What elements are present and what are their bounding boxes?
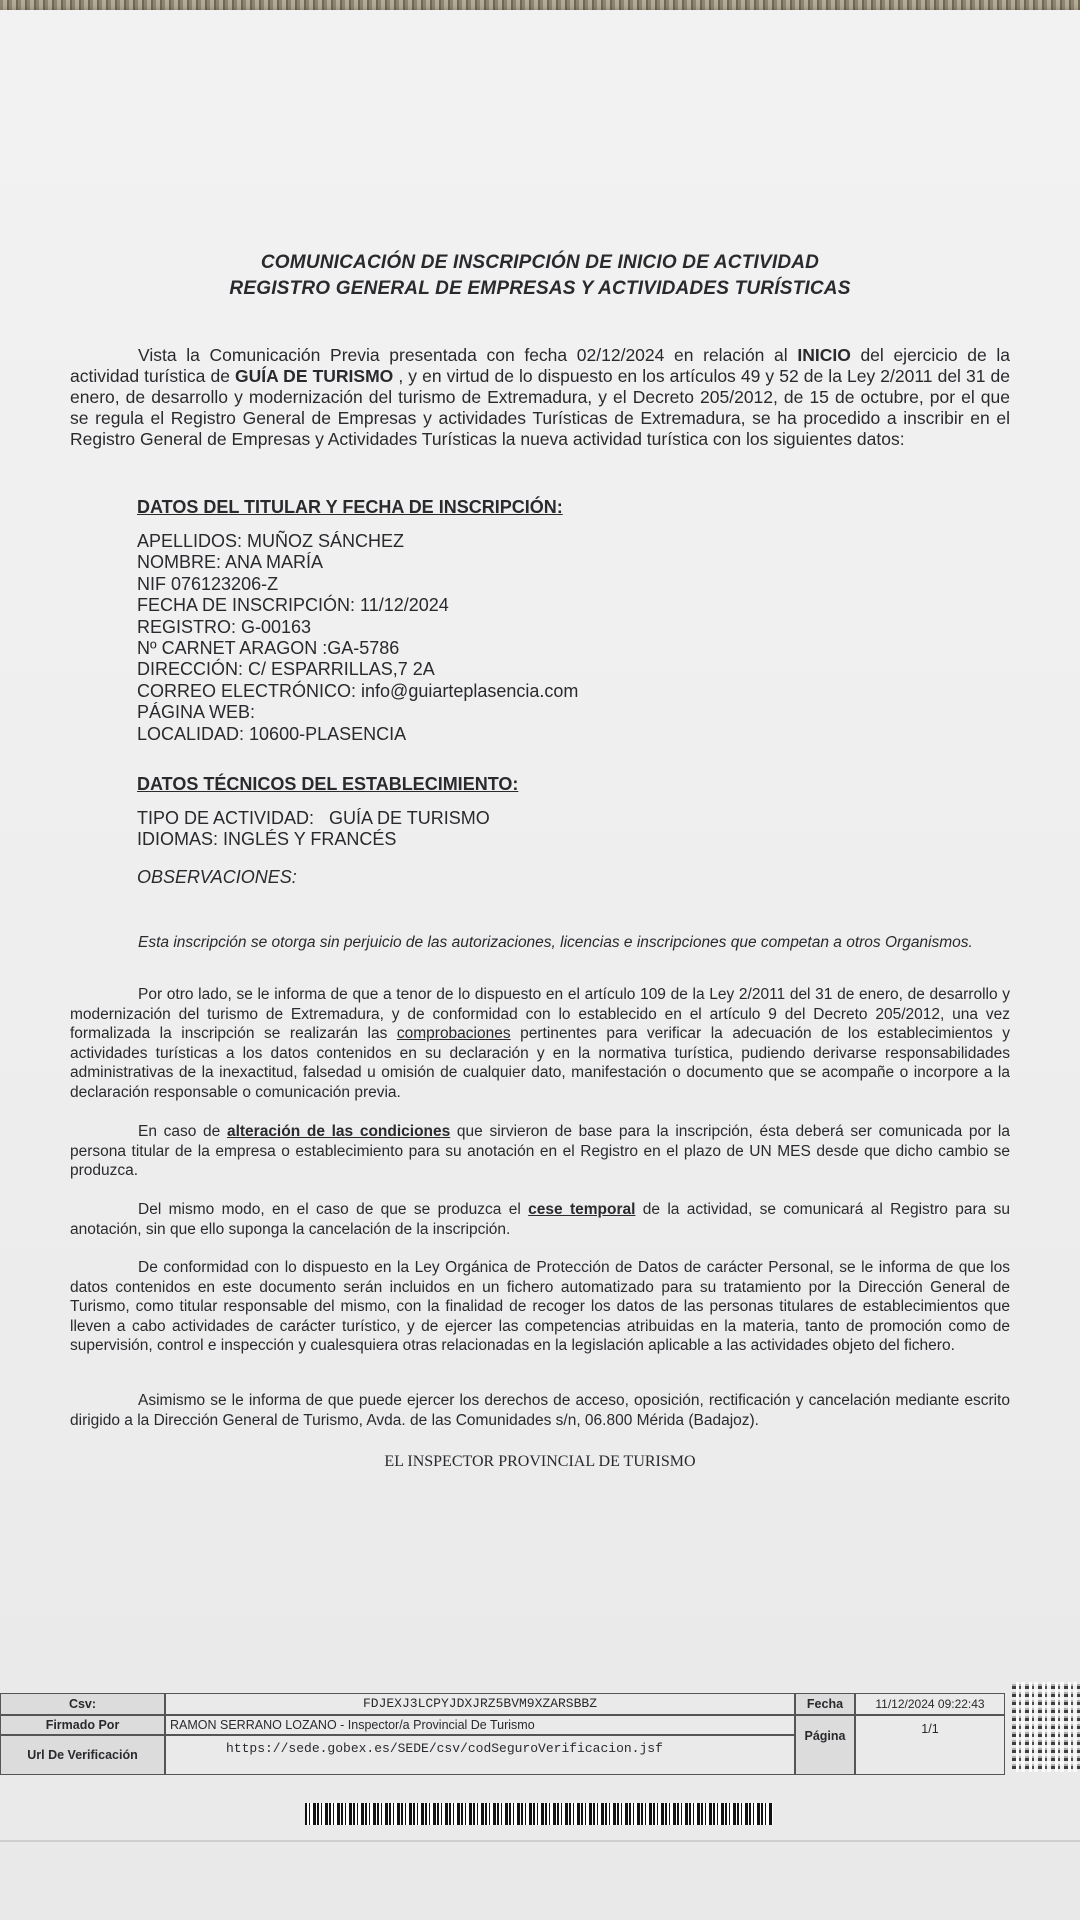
csv-label: Csv:	[0, 1693, 165, 1715]
observaciones-label: OBSERVACIONES:	[137, 867, 297, 887]
paragraph-perjuicio: Esta inscripción se otorga sin perjuicio de las autorizaciones, licencias e inscripciones que competan a otros Organismos.	[138, 934, 973, 951]
firmado-label: Firmado Por	[0, 1715, 165, 1735]
url-label: Url De Verificación	[0, 1735, 165, 1775]
paragraph-derechos: Asimismo se le informa de que puede ejercer los derechos de acceso, oposición, rectificación y cancelación mediante escrito dirigido a la Dirección General de Turismo, Avda. de las Comunidades s/n, 06.800 Mérida (Badajoz).	[70, 1392, 1010, 1429]
paragraph-proteccion-datos: De conformidad con lo dispuesto en la Ley Orgánica de Protección de Datos de carácter Personal, se le informa de que los datos contenidos en este documento serán incluidos en un fichero automatizado para su tratamiento por la Dirección General de Turismo, como titular responsable del mismo, con la finalidad de recoger los datos de las personas titulares de establecimientos que lleven a cabo actividades de carácter turístico, y de ejercer las competencias atribuidas en la materia, tanto de promoción como de supervisión, control e inspección y cualesquiera otras relacionadas en la legislación aplicable a las actividades objeto del fichero.	[70, 1259, 1010, 1354]
intro-paragraph: Vista la Comunicación Previa presentada con fecha 02/12/2024 en relación al INICIO del ejercicio de la actividad turística de GUÍA DE TURISMO , y en virtud de lo dispuesto en los artículos 49 y 52 de la Ley 2/2011 del 31 de enero, de desarrollo y modernización del turismo de Extremadura, y el Decreto 205/2012, de 15 de octubre, por el que se regula el Registro General de Empresas y actividades Turísticas de Extremadura, se ha procedido a inscribir en el Registro General de Empresas y Actividades Turísticas la nueva actividad turística con los siguientes datos:	[70, 345, 1011, 449]
field-nombre: NOMBRE: ANA MARÍA	[137, 552, 324, 573]
pagina-label: Página	[795, 1715, 855, 1775]
signer-line: EL INSPECTOR PROVINCIAL DE TURISMO	[384, 1453, 696, 1470]
field-pagina-web: PÁGINA WEB:	[137, 702, 256, 723]
field-nif: NIF 076123206-Z	[137, 573, 279, 594]
field-tipo-actividad: TIPO DE ACTIVIDAD: GUÍA DE TURISMO	[137, 808, 490, 828]
firmado-value: RAMON SERRANO LOZANO - Inspector/a Provincial De Turismo	[165, 1715, 795, 1735]
document-title-line2: REGISTRO GENERAL DE EMPRESAS Y ACTIVIDADES TURÍSTICAS	[229, 278, 851, 299]
field-fecha-inscripcion: FECHA DE INSCRIPCIÓN: 11/12/2024	[137, 595, 449, 616]
field-idiomas: IDIOMAS: INGLÉS Y FRANCÉS	[137, 829, 397, 850]
fecha-label: Fecha	[795, 1693, 855, 1715]
page-fold-line	[0, 1840, 1080, 1842]
paragraph-comprobaciones: Por otro lado, se le informa de que a tenor de lo dispuesto en el artículo 109 de la Ley 2/2011 del 31 de enero, de desarrollo y modernización del turismo de Extremadura, y de conformidad con lo establecido en el artículo 9 del Decreto 205/2012, una vez formalizada la inscripción se realizarán las comprobaciones pertinentes para verificar la adecuación de los establecimientos y actividades turísticas a los datos contenidos en su declaración y en la normativa turística, pudiendo derivarse responsabilidades administrativas de la inexactitud, falsedad u omisión de cualquier dato, manifestación o documento que se acompañe o incorpore a la declaración responsable o comunicación previa.	[70, 986, 1010, 1101]
field-direccion: DIRECCIÓN: C/ ESPARRILLAS,7 2A	[137, 659, 435, 680]
csv-value: FDJEXJ3LCPYJDXJRZ5BVM9XZARSBBZ	[165, 1693, 795, 1715]
field-localidad: LOCALIDAD: 10600-PLASENCIA	[137, 723, 407, 744]
titular-fields	[137, 531, 578, 745]
field-carnet: Nº CARNET ARAGON :GA-5786	[137, 638, 400, 659]
document-page	[0, 10, 1080, 1920]
barcode-image	[305, 1803, 773, 1825]
qr-code-image	[1012, 1682, 1080, 1772]
paragraph-cese: Del mismo modo, en el caso de que se produzca el cese temporal de la actividad, se comunicará al Registro para su anotación, sin que ello suponga la cancelación de la inscripción.	[70, 1201, 1010, 1238]
document-title-line1: COMUNICACIÓN DE INSCRIPCIÓN DE INICIO DE ACTIVIDAD	[260, 252, 820, 273]
fecha-value: 11/12/2024 09:22:43	[855, 1693, 1005, 1715]
url-value: https://sede.gobex.es/SEDE/csv/codSeguroVerificacion.jsf	[165, 1735, 795, 1775]
verification-table	[0, 1693, 1080, 1775]
tecnicos-fields	[137, 808, 490, 851]
section-heading-titular: DATOS DEL TITULAR Y FECHA DE INSCRIPCIÓN:	[137, 497, 563, 517]
pagina-value: 1/1	[855, 1715, 1005, 1775]
field-apellidos: APELLIDOS: MUÑOZ SÁNCHEZ	[137, 531, 405, 551]
field-correo: CORREO ELECTRÓNICO: info@guiarteplasencia.com	[137, 680, 579, 701]
section-heading-tecnicos: DATOS TÉCNICOS DEL ESTABLECIMIENTO:	[137, 774, 519, 794]
paragraph-alteracion: En caso de alteración de las condiciones que sirvieron de base para la inscripción, ésta deberá ser comunicada por la persona titular de la empresa o establecimiento para su anotación en el Registro en el plazo de UN MES desde que dicho cambio se produzca.	[70, 1123, 1011, 1179]
field-registro: REGISTRO: G-00163	[137, 616, 312, 637]
